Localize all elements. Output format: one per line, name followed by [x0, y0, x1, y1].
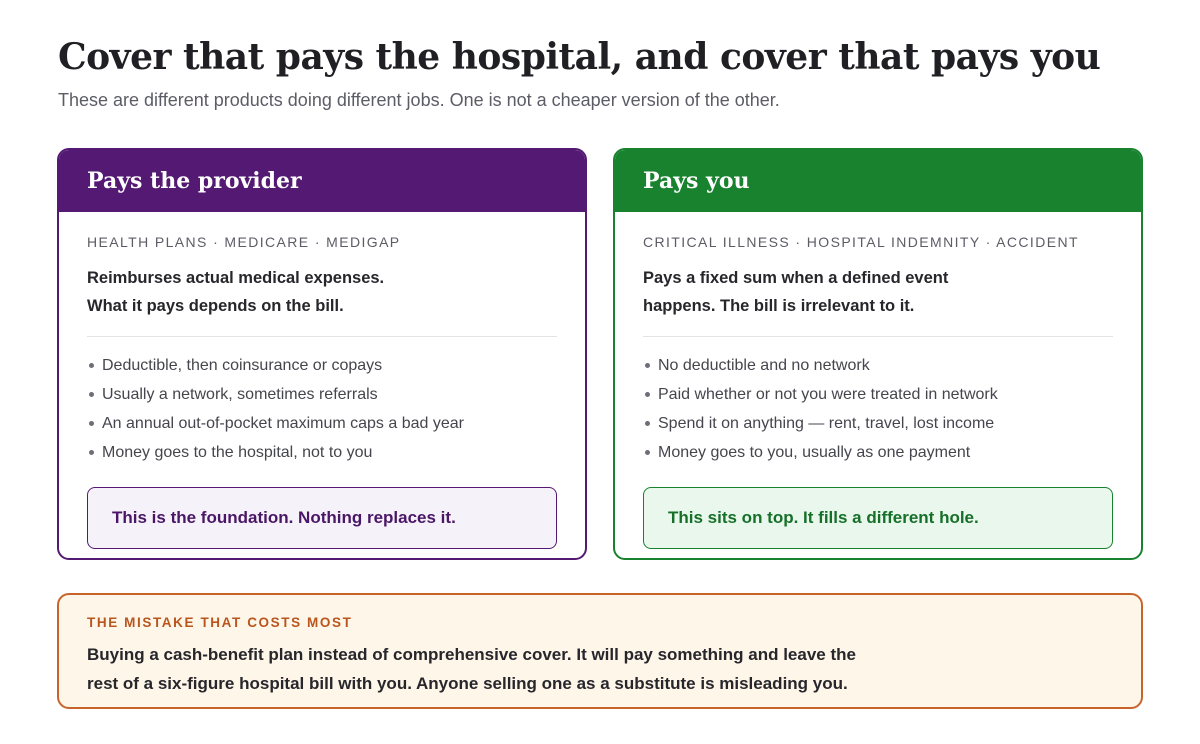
page-title: Cover that pays the hospital, and cover that pays you [58, 36, 1101, 78]
card-body [615, 234, 1141, 549]
bullet-icon [89, 450, 94, 455]
bullet-icon [645, 450, 650, 455]
card-heading: Pays the provider [59, 150, 585, 212]
card-tags: HEALTH PLANS · MEDICARE · MEDIGAP [87, 234, 401, 250]
bullet-icon [645, 363, 650, 368]
summary-line: What it pays depends on the bill. [87, 297, 344, 315]
card-body [59, 234, 585, 549]
list-item-text: No deductible and no network [658, 357, 870, 374]
divider [87, 336, 557, 337]
list-item [87, 380, 557, 409]
bullet-list [643, 351, 1113, 467]
warning-line: rest of a six-figure hospital bill with you. Anyone selling one as a substitute is misleading you. [87, 674, 848, 693]
bullet-list [87, 351, 557, 467]
summary-line: Reimburses actual medical expenses. [87, 269, 385, 287]
card-summary [643, 264, 1113, 320]
card-summary [87, 264, 557, 320]
card-tags: CRITICAL ILLNESS · HOSPITAL INDEMNITY · ACCIDENT [643, 234, 1079, 250]
warning-text [87, 640, 1113, 698]
list-item-text: Money goes to the hospital, not to you [102, 444, 373, 461]
summary-line: Pays a fixed sum when a defined event [643, 269, 949, 287]
list-item [87, 438, 557, 467]
bullet-icon [645, 392, 650, 397]
list-item [87, 409, 557, 438]
list-item [643, 351, 1113, 380]
list-item-text: Usually a network, sometimes referrals [102, 386, 378, 403]
card-heading: Pays you [615, 150, 1141, 212]
warning-line: Buying a cash-benefit plan instead of comprehensive cover. It will pay something and leave the [87, 645, 856, 664]
card-pays-you [613, 148, 1143, 560]
card-callout: This is the foundation. Nothing replaces it. [87, 487, 557, 549]
list-item-text: Money goes to you, usually as one payment [658, 444, 971, 461]
list-item-text: Spend it on anything — rent, travel, lost income [658, 415, 995, 432]
list-item [643, 438, 1113, 467]
bullet-icon [89, 363, 94, 368]
card-pays-provider [57, 148, 587, 560]
list-item [643, 380, 1113, 409]
divider [643, 336, 1113, 337]
bullet-icon [89, 392, 94, 397]
page-subtitle: These are different products doing different jobs. One is not a cheaper version of the other. [58, 90, 780, 110]
card-callout: This sits on top. It fills a different hole. [643, 487, 1113, 549]
list-item-text: Deductible, then coinsurance or copays [102, 357, 383, 374]
bullet-icon [89, 421, 94, 426]
list-item-text: An annual out-of-pocket maximum caps a bad year [102, 415, 464, 432]
summary-line: happens. The bill is irrelevant to it. [643, 297, 915, 315]
warning-box [57, 593, 1143, 709]
bullet-icon [645, 421, 650, 426]
list-item [643, 409, 1113, 438]
list-item-text: Paid whether or not you were treated in network [658, 386, 998, 403]
list-item [87, 351, 557, 380]
warning-label: THE MISTAKE THAT COSTS MOST [87, 615, 353, 630]
